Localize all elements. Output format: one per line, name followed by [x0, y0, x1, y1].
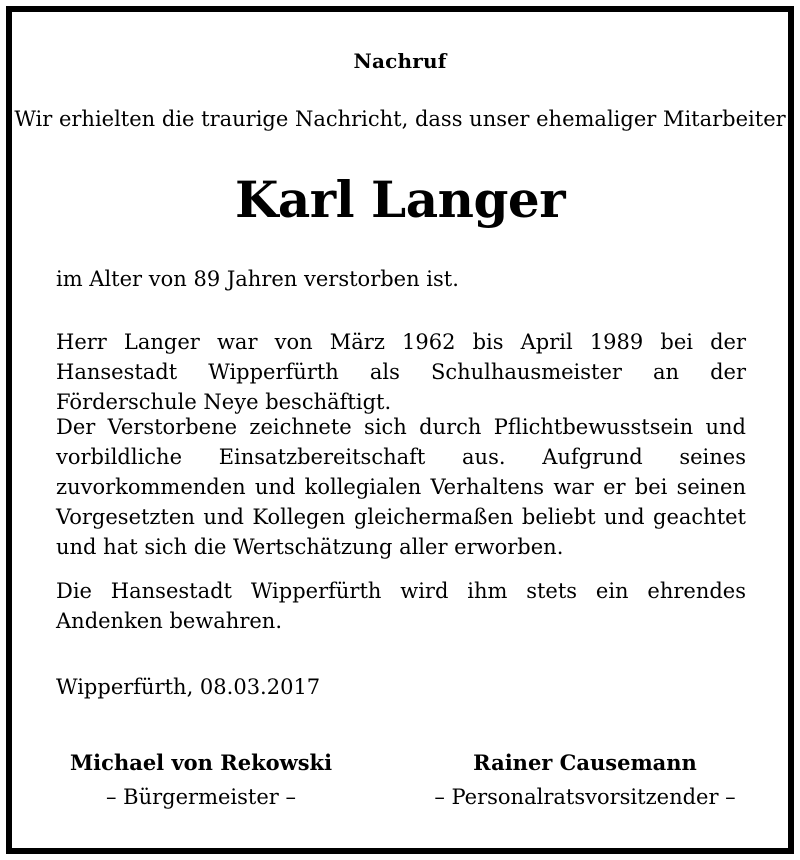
- signatory-role-left: – Bürgermeister –: [106, 785, 296, 809]
- intro-text: Wir erhielten die traurige Nachricht, dass unser ehemaliger Mitarbeiter: [14, 107, 786, 131]
- deceased-name: Karl Langer: [234, 170, 566, 229]
- signature-left: [56, 746, 346, 814]
- age-text: im Alter von 89 Jahren verstorben ist.: [56, 267, 459, 291]
- signature-right: [400, 746, 770, 814]
- signatory-role-right: – Personalratsvorsitzender –: [434, 785, 736, 809]
- signatory-name-right: Rainer Causemann: [473, 750, 697, 775]
- notice-heading: Nachruf: [353, 49, 447, 73]
- signatory-name-left: Michael von Rekowski: [69, 750, 333, 775]
- place-date: Wipperfürth, 08.03.2017: [56, 675, 321, 699]
- memory-paragraph: Die Hansestadt Wipperfürth wird ihm stets ein ehrendes Andenken bewahren.: [56, 579, 746, 633]
- tenure-paragraph: Herr Langer war von März 1962 bis April 1989 bei der Hansestadt Wipperfürth als Schulhausmeister an der Förderschule Neye beschäftigt.: [56, 330, 746, 414]
- character-paragraph: Der Verstorbene zeichnete sich durch Pflichtbewusstsein und vorbildliche Einsatzbereitschaft aus. Aufgrund seines zuvorkommenden und kollegialen Verhaltens war er bei seinen Vorgesetzten und Kollegen gleichermaßen beliebt und geachtet und hat sich die Wertschätzung aller erworben.: [56, 415, 746, 559]
